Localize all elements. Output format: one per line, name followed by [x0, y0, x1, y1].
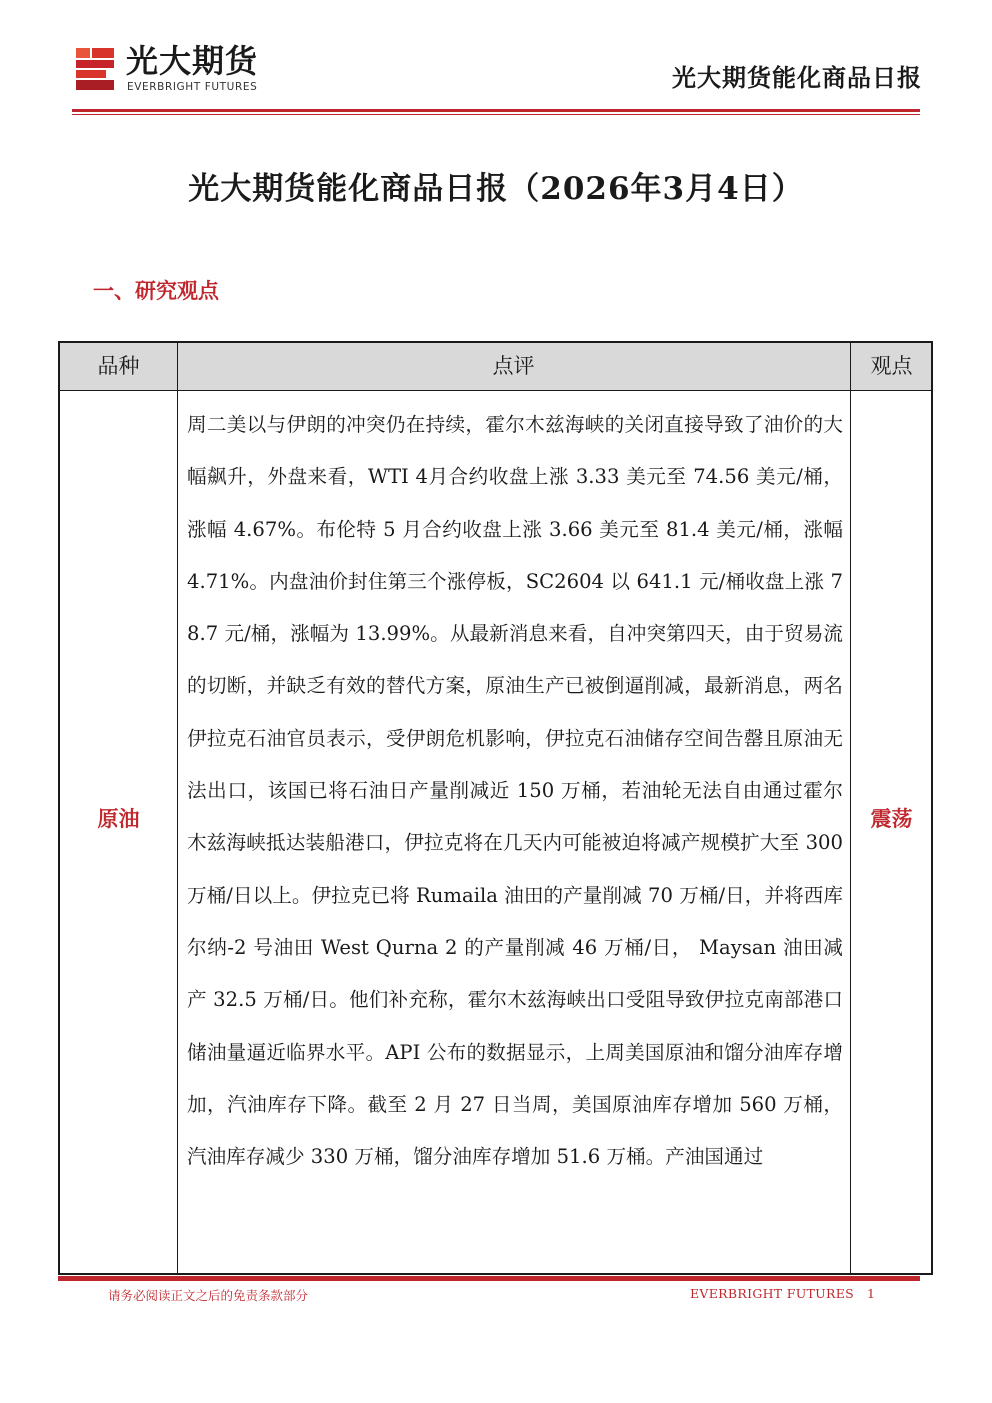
document-title: 光大期货能化商品日报（2026年3月4日） [188, 171, 804, 207]
table-row-view: 震荡 [870, 806, 913, 831]
company-logo [72, 40, 292, 102]
footer-disclaimer: 请务必阅读正文之后的免责条款部分 [108, 1288, 309, 1303]
table-row-comment: 周二美以与伊朗的冲突仍在持续，霍尔木兹海峡的关闭直接导致了油价的大幅飙升，外盘来看，WTI 4月合约收盘上涨 3.33 美元至 74.56 美元/桶，涨幅 4.67%。布伦特 5 月合约收盘上涨 3.66 美元至 81.4 美元/桶，涨幅 4.71%。内盘油价封住第三个涨停板，SC2604 以 641.1 元/桶收盘上涨 78.7 元/桶，涨幅为 13.99%。从最新消息来看，自冲突第四天，由于贸易流的切断，并缺乏有效的替代方案，原油生产已被倒逼削减，最新消息，两名伊拉克石油官员表示，受伊朗危机影响，伊拉克石油储存空间告罄且原油无法出口，该国已将石油日产量削减近 150 万桶，若油轮无法自由通过霍尔木兹海峡抵达装船港口，伊拉克将在几天内可能被迫将减产规模扩大至 300 万桶/日以上。伊拉克已将 Rumaila 油田的产量削减 70 万桶/日，并将西库尔纳-2 号油田 West Qurna 2 的产量削减 46 万桶/日， Maysan 油田减产 32.5 万桶/日。他们补充称，霍尔木兹海峡出口受阻导致伊拉克南部港口储油量逼近临界水平。API 公布的数据显示，上周美国原油和馏分油库存增加，汽油库存下降。截至 2 月 27 日当周，美国原油库存增加 560 万桶，汽油库存减少 330 万桶，馏分油库存增加 51.6 万桶。产油国通过 [187, 413, 843, 1169]
logo-chinese-name: 光大期货 [126, 42, 259, 80]
logo-mark-icon [72, 42, 118, 96]
header-divider-thin [72, 114, 920, 115]
footer-divider [58, 1276, 920, 1281]
page-number: 1 [867, 1286, 875, 1301]
header-bottom-border [60, 390, 931, 391]
header-divider [72, 109, 920, 112]
table-row-variety: 原油 [97, 806, 140, 831]
column-header-variety: 品种 [97, 354, 140, 378]
logo-english-name: EVERBRIGHT FUTURES [127, 81, 258, 93]
footer-brand: EVERBRIGHT FUTURES [690, 1286, 854, 1301]
column-header-comment: 点评 [492, 354, 535, 378]
research-table [58, 341, 933, 1275]
header-title: 光大期货能化商品日报 [672, 63, 922, 92]
column-divider [177, 343, 178, 1273]
section-heading: 一、研究观点 [93, 278, 219, 303]
column-header-view: 观点 [870, 354, 913, 378]
